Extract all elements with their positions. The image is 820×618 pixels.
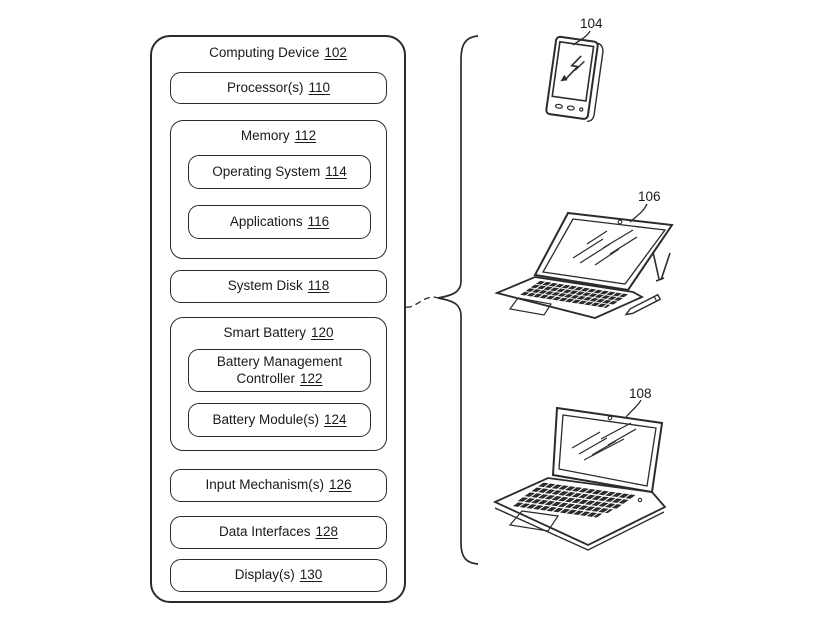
applications-ref: 116 <box>307 213 330 229</box>
smartphone-illustration <box>535 25 615 130</box>
processor-ref: 110 <box>308 79 331 95</box>
computing-device-label: Computing Device <box>209 45 320 60</box>
convertible-screen <box>535 213 672 290</box>
smart-battery-label: Smart Battery <box>223 325 306 340</box>
convertible-laptop-illustration <box>485 196 685 336</box>
keyboard-keys <box>514 485 633 517</box>
dashed-connector-line <box>406 297 438 307</box>
computing-device-ref: 102 <box>324 45 347 60</box>
smartphone-button <box>567 106 574 111</box>
smartphone-button <box>579 108 583 112</box>
input-mechanisms-label: Input Mechanism(s) <box>205 477 324 493</box>
battery-modules-ref: 124 <box>324 411 347 427</box>
brace-connector <box>438 36 478 564</box>
memory-ref: 112 <box>294 128 317 143</box>
screen-reflection-lines <box>573 230 637 265</box>
data-interfaces-ref: 128 <box>315 524 339 540</box>
smart-battery-ref: 120 <box>311 325 334 340</box>
trackpad <box>510 298 551 315</box>
data-interfaces-label: Data Interfaces <box>218 524 311 540</box>
laptop-illustration <box>480 392 690 562</box>
smartphone-button <box>555 104 562 109</box>
convertible-ref-label: 106 <box>638 189 661 204</box>
camera-dot <box>608 416 612 420</box>
system-disk-label: System Disk <box>227 278 303 294</box>
memory-label: Memory <box>240 128 290 143</box>
bmc-ref: 122 <box>299 370 323 386</box>
laptop-ref-label: 108 <box>629 386 652 401</box>
input-mechanisms-ref: 126 <box>329 477 352 493</box>
processor-label: Processor(s) <box>226 79 304 95</box>
operating-system-label: Operating System <box>212 163 321 179</box>
battery-modules-label: Battery Module(s) <box>212 411 319 427</box>
bmc-label-line1: Battery Management <box>216 353 343 369</box>
screen-reflection-lines <box>572 423 636 460</box>
bmc-label-line2: Controller <box>236 370 295 386</box>
system-disk-ref: 118 <box>307 278 330 294</box>
applications-label: Applications <box>229 213 303 229</box>
smartphone-body <box>546 36 598 119</box>
smartphone-ref-label: 104 <box>580 16 603 31</box>
operating-system-ref: 114 <box>325 163 347 179</box>
power-button <box>638 498 641 501</box>
kickstand <box>653 252 670 281</box>
displays-ref: 130 <box>299 567 323 583</box>
camera-dot <box>618 220 622 224</box>
displays-label: Display(s) <box>234 567 295 583</box>
